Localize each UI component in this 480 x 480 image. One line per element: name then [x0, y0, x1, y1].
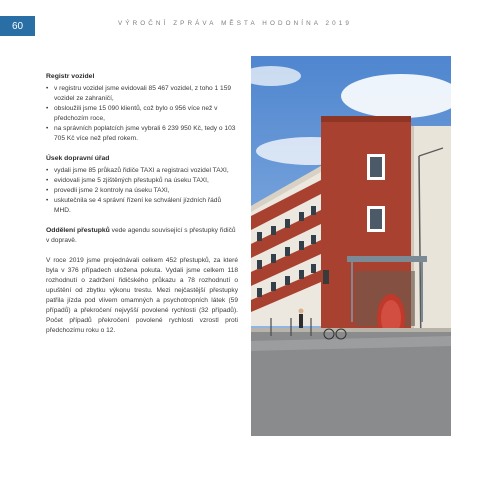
section-intro-text: vede agendu související s přestupky řidičů v dopravě. — [46, 227, 236, 244]
page-number: 60 — [0, 16, 35, 36]
building-photo — [251, 56, 451, 436]
section-heading: Úsek dopravní úřad — [46, 155, 110, 162]
paragraph-prestupky: V roce 2019 jsme projednávali celkem 452 přestupků, za které byla v 376 případech uložena pokuta. Vydali jsme celkem 118 rozhodnutí o zadržení řidičského průkazu a 78 rozhodnutí o upuštění od zbytku výkonu trestu. Mezi nejčastější přestupky patřila jízda pod vlivem omamných a psychotropních látek (59 případů) a překročení nejvyšší povolené rychlosti (32 případů). Počet případů překročení povolené rychlosti vzrostl proti předchozímu roku o 12. — [46, 257, 238, 334]
text-column — [46, 72, 238, 336]
section-oddeleni-prestupku — [46, 226, 238, 246]
bullet-list — [46, 166, 238, 216]
list-item: • uskutečnila se 4 správní řízení ke schválení jízdních řádů MHD. — [46, 196, 238, 216]
list-item: • provedli jsme 2 kontroly na úseku TAXI, — [46, 186, 238, 196]
list-item: • vydali jsme 85 průkazů řidiče TAXI a registraci vozidel TAXI, — [46, 166, 238, 176]
section-intro — [46, 226, 238, 246]
list-item: • na správních poplatcích jsme vybrali 6 239 950 Kč, tedy o 103 705 Kč více než před rokem. — [46, 124, 238, 144]
list-item: • evidovali jsme 5 zjištěných přestupků na úseku TAXI, — [46, 176, 238, 186]
section-registr-vozidel — [46, 72, 238, 144]
list-item: • v registru vozidel jsme evidovali 85 467 vozidel, z toho 1 159 vozidel ze zahraničí, — [46, 84, 238, 104]
section-dopravni-urad — [46, 154, 238, 216]
section-heading: Registr vozidel — [46, 73, 95, 80]
section-heading: Oddělení přestupků — [46, 227, 110, 234]
running-header: VÝROČNÍ ZPRÁVA MĚSTA HODONÍNA 2019 — [118, 20, 352, 27]
list-item: • obsloužili jsme 15 090 klientů, což bylo o 956 více než v předchozím roce, — [46, 104, 238, 124]
bullet-list — [46, 84, 238, 144]
